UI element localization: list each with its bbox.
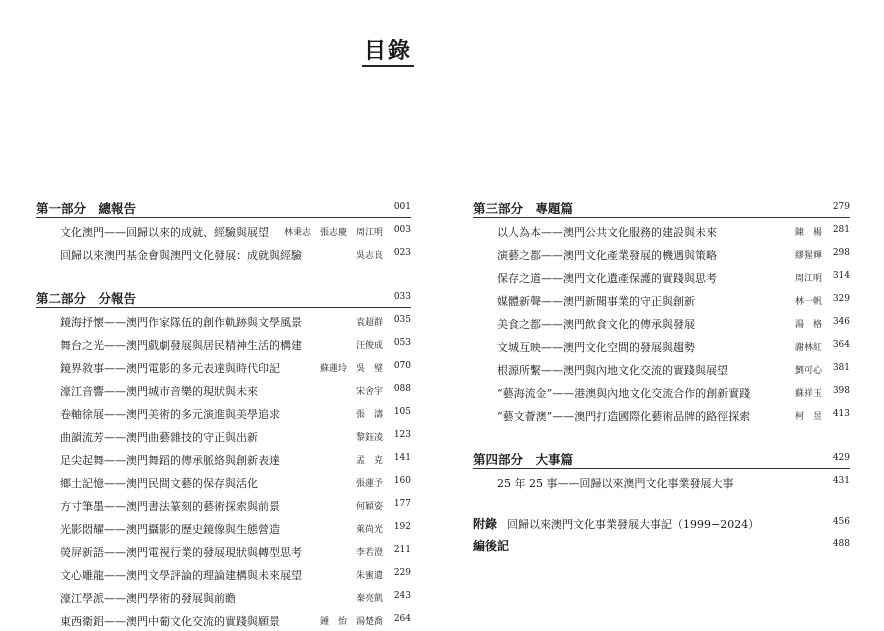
entry-authors: 謝林紅 xyxy=(794,343,822,353)
section-title: 第一部分 總報告 xyxy=(36,201,137,216)
toc-entry[interactable] xyxy=(36,607,411,630)
entry-authors: 秦亮凱 xyxy=(355,594,383,604)
toc-entry[interactable] xyxy=(473,287,850,310)
entry-title: 卷軸徐展——澳門美術的多元演進與美學追求 xyxy=(60,408,280,421)
entry-page: 160 xyxy=(393,476,411,486)
entry-authors: 繆猩輝 xyxy=(794,251,822,261)
appendix-title: 回歸以來澳門文化事業發展大事記（1999−2024） xyxy=(507,518,760,531)
entry-page: 381 xyxy=(832,363,850,373)
entry-authors: 汪俊成 xyxy=(355,341,383,351)
entry-authors: 鍾 怡 湯楚喬 xyxy=(319,617,383,627)
entry-authors: 蘇蓮玲 吳 璧 xyxy=(319,364,383,374)
entry-title: 25 年 25 事——回歸以來澳門文化事業發展大事 xyxy=(497,477,734,490)
section-title: 第三部分 專題篇 xyxy=(473,201,574,216)
section-page: 033 xyxy=(393,292,411,302)
toc-entry[interactable] xyxy=(36,584,411,607)
toc-entry[interactable] xyxy=(36,377,411,400)
entry-title: 文城互映——澳門文化空間的發展與趨勢 xyxy=(497,341,695,354)
entry-authors: 陳 楊 xyxy=(794,228,822,238)
entry-title: 文心雕龍——澳門文學評論的理論建構與未來展望 xyxy=(60,569,302,582)
section-part3-header[interactable] xyxy=(473,196,850,218)
entry-title: 媒體新聲——澳門新聞事業的守正與創新 xyxy=(497,295,695,308)
entry-page: 229 xyxy=(393,568,411,578)
entry-page: 314 xyxy=(832,271,850,281)
entry-title: 曲韻流芳——澳門曲藝雜技的守正與出新 xyxy=(60,431,258,444)
entry-title: 鄉土記憶——澳門民間文藝的保存與活化 xyxy=(60,477,258,490)
toc-entry[interactable] xyxy=(36,538,411,561)
section-part4-header[interactable] xyxy=(473,447,850,469)
appendix-page: 456 xyxy=(832,517,850,527)
toc-entry[interactable] xyxy=(36,308,411,331)
entry-authors: 萊尚光 xyxy=(355,525,383,535)
entry-authors: 袁超群 xyxy=(355,318,383,328)
toc-entry[interactable] xyxy=(36,492,411,515)
entry-title: “藝文薈澳”——澳門打造國際化藝術品牌的路徑探索 xyxy=(497,410,751,423)
toc-entry[interactable] xyxy=(473,264,850,287)
entry-page: 329 xyxy=(832,294,850,304)
section-page: 001 xyxy=(393,202,411,212)
entry-authors: 朱蜜遺 xyxy=(355,571,383,581)
entry-authors: 何穎姿 xyxy=(355,502,383,512)
toc-left-column xyxy=(36,196,411,630)
entry-title: 美食之都——澳門飲食文化的傳承與發展 xyxy=(497,318,695,331)
entry-page: 035 xyxy=(393,315,411,325)
entry-title: 方寸筆墨——澳門書法篆刻的藝術探索與前景 xyxy=(60,500,280,513)
entry-title: 濠江學派——澳門學術的發展與前瞻 xyxy=(60,592,236,605)
toc-right-column xyxy=(473,196,850,556)
toc-entry[interactable] xyxy=(36,446,411,469)
entry-authors: 湯 格 xyxy=(794,320,822,330)
entry-page: 105 xyxy=(393,407,411,417)
entry-page: 177 xyxy=(393,499,411,509)
toc-appendix[interactable] xyxy=(473,512,850,534)
entry-page: 264 xyxy=(393,614,411,624)
entry-title: 東西衛鋁——澳門中葡文化交流的實踐與願景 xyxy=(60,615,280,628)
toc-entry[interactable] xyxy=(473,333,850,356)
entry-title: “藝海流金”——港澳與內地文化交流合作的創新實踐 xyxy=(497,387,751,400)
entry-authors: 柯 昱 xyxy=(794,412,822,422)
section-page: 429 xyxy=(832,453,850,463)
toc-entry[interactable] xyxy=(36,241,411,264)
toc-entry[interactable] xyxy=(473,402,850,425)
section-part2-header[interactable] xyxy=(36,286,411,308)
entry-page: 281 xyxy=(832,225,850,235)
section-title: 第二部分 分報告 xyxy=(36,291,137,306)
entry-page: 298 xyxy=(832,248,850,258)
entry-title: 以人為本——澳門公共文化服務的建設與未來 xyxy=(497,226,717,239)
entry-page: 141 xyxy=(393,453,411,463)
entry-page: 431 xyxy=(832,476,850,486)
afterword-page: 488 xyxy=(832,539,850,549)
entry-title: 濠江音響——澳門城市音樂的現狀與未來 xyxy=(60,385,258,398)
entry-title: 演藝之都——澳門文化產業發展的機遇與策略 xyxy=(497,249,717,262)
toc-entry[interactable] xyxy=(473,356,850,379)
entry-page: 364 xyxy=(832,340,850,350)
page-title: 目錄 xyxy=(0,34,776,65)
entry-authors: 李若澄 xyxy=(355,548,383,558)
toc-entry[interactable] xyxy=(36,331,411,354)
entry-title: 根源所繫——澳門與內地文化交流的實踐與展望 xyxy=(497,364,728,377)
section-part1-header[interactable] xyxy=(36,196,411,218)
toc-entry[interactable] xyxy=(473,218,850,241)
afterword-label: 編後記 xyxy=(473,539,510,553)
entry-page: 003 xyxy=(393,225,411,235)
toc-entry[interactable] xyxy=(36,218,411,241)
entry-title: 舞台之光——澳門戲劇發展與居民精神生活的構建 xyxy=(60,339,302,352)
toc-entry[interactable] xyxy=(473,379,850,402)
entry-authors: 宋舍宇 xyxy=(355,387,383,397)
entry-page: 123 xyxy=(393,430,411,440)
entry-authors: 孟 克 xyxy=(355,456,383,466)
entry-authors: 周江明 xyxy=(794,274,822,284)
entry-page: 070 xyxy=(393,361,411,371)
entry-page: 023 xyxy=(393,248,411,258)
toc-afterword[interactable] xyxy=(473,534,850,556)
entry-title: 保存之道——澳門文化遺產保護的實踐與思考 xyxy=(497,272,717,285)
entry-authors: 林秉志 張志慶 周江明 xyxy=(283,228,383,238)
section-title: 第四部分 大事篇 xyxy=(473,452,574,467)
appendix-label: 附錄 xyxy=(473,517,498,531)
entry-page: 053 xyxy=(393,338,411,348)
entry-page: 398 xyxy=(832,386,850,396)
entry-title: 足尖起舞——澳門舞蹈的傳承脈絡與創新表達 xyxy=(60,454,280,467)
entry-title: 鏡界敘事——澳門電影的多元表達與時代印記 xyxy=(60,362,280,375)
entry-title: 熒屏新語——澳門電視行業的發展現狀與轉型思考 xyxy=(60,546,302,559)
entry-authors: 張蓮予 xyxy=(355,479,383,489)
entry-page: 346 xyxy=(832,317,850,327)
entry-page: 413 xyxy=(832,409,850,419)
entry-title: 光影悶耀——澳門攝影的歷史鏡像與生態營造 xyxy=(60,523,280,536)
toc-entry[interactable] xyxy=(473,469,850,492)
toc-entry[interactable] xyxy=(36,400,411,423)
toc-entry[interactable] xyxy=(473,241,850,264)
entry-authors: 黎鈺凌 xyxy=(355,433,383,443)
entry-authors: 張 濤 xyxy=(355,410,383,420)
entry-title: 文化澳門——回歸以來的成就、經驗與展望 xyxy=(60,226,269,239)
entry-authors: 蘇祥玉 xyxy=(794,389,822,399)
toc-entry[interactable] xyxy=(36,354,411,377)
entry-authors: 吳志良 xyxy=(355,251,383,261)
toc-entry[interactable] xyxy=(36,423,411,446)
section-page: 279 xyxy=(832,202,850,212)
toc-entry[interactable] xyxy=(473,310,850,333)
entry-page: 192 xyxy=(393,522,411,532)
entry-title: 鏡海抒懷——澳門作家隊伍的創作軌跡與文學風景 xyxy=(60,316,302,329)
entry-authors: 林一帆 xyxy=(794,297,822,307)
toc-entry[interactable] xyxy=(36,561,411,584)
entry-page: 243 xyxy=(393,591,411,601)
toc-entry[interactable] xyxy=(36,469,411,492)
entry-page: 088 xyxy=(393,384,411,394)
entry-title: 回歸以來澳門基金會與澳門文化發展：成就與經驗 xyxy=(60,249,302,262)
entry-page: 211 xyxy=(393,545,411,555)
entry-authors: 劉可心 xyxy=(794,366,822,376)
toc-entry[interactable] xyxy=(36,515,411,538)
